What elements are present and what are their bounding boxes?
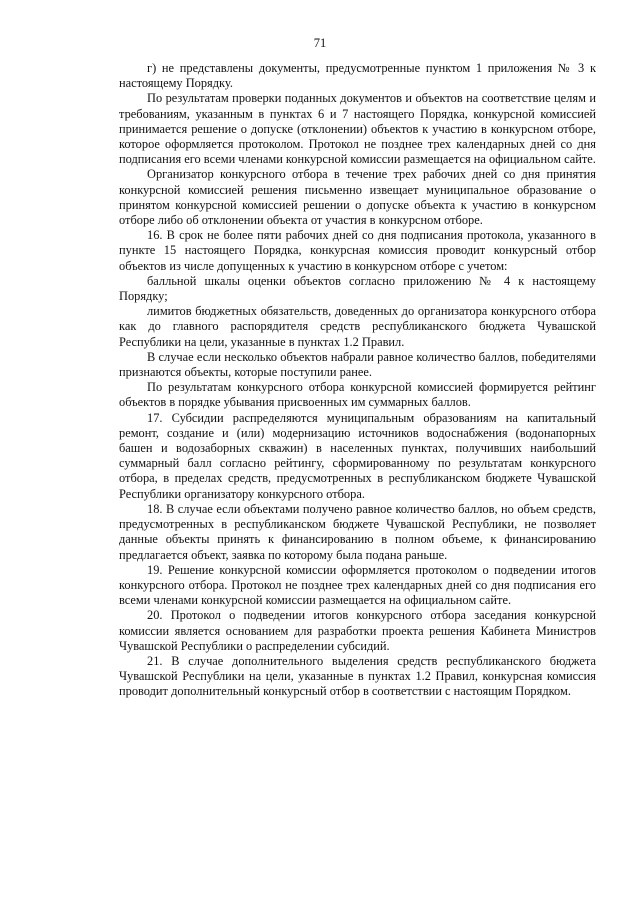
paragraph-17: 17. Субсидии распределяются муниципальным образованиям на капитальный ремонт, создание и (или) модернизацию источников водоснабжения (водонапорных башен и водозаборных скважин) в населенных пунктах, получивших наибольший суммарный балл согласно рейтингу, сформированному по результатам конкурсного отбора, в пределах средств, предусмотренных в республиканском бюджете Чувашской Республики организатору конкурсного отбора. [119,410,596,501]
paragraph-item-g: г) не представлены документы, предусмотренные пунктом 1 приложения № 3 к настоящему Порядку. [119,61,596,91]
paragraph-scoring-scale: балльной шкалы оценки объектов согласно приложению № 4 к настоящему Порядку; [119,273,596,304]
paragraph-19: 19. Решение конкурсной комиссии оформляется протоколом о подведении итогов конкурсного отбора. Протокол не позднее трех календарных дней со дня подписания его всеми членами конкурсной комиссии размещается на официальном сайте. [119,562,596,608]
paragraph-16: 16. В срок не более пяти рабочих дней со дня подписания протокола, указанного в пункте 15 настоящего Порядка, конкурсная комиссия проводит конкурсный отбор объектов из числе допущенных к участию в конкурсном отборе с учетом: [119,228,596,273]
paragraph-review-results: По результатам проверки поданных документов и объектов на соответствие целям и требованиям, указанным в пунктах 6 и 7 настоящего Порядка, конкурсной комиссией принимается решение о допуске (отклонении) объектов к участию в конкурсном отборе, которое оформляется протоколом. Протокол не позднее трех календарных дней со дня подписания его всеми членами конкурсной комиссии размещается на официальном сайте. [119,91,596,167]
paragraph-equal-score: В случае если несколько объектов набрали равное количество баллов, победителями признаются объекты, которые поступили ранее. [119,349,596,380]
paragraph-rating: По результатам конкурсного отбора конкурсной комиссией формируется рейтинг объектов в порядке убывания присвоенных им суммарных баллов. [119,380,596,410]
paragraph-18: 18. В случае если объектами получено равное количество баллов, но объем средств, предусмотренных в республиканском бюджете Чувашской Республики, не позволяет данные объекты принять к финансированию в полном объеме, к финансированию предлагается объект, заявка по которому была подана раньше. [119,501,596,562]
document-body [119,61,596,700]
paragraph-organizer-notice: Организатор конкурсного отбора в течение трех рабочих дней со дня принятия конкурсной комиссией решения письменно извещает муниципальное образование о принятом конкурсной комиссией решении о допуске объекта к участию в конкурсном отборе либо об отклонении объекта от участия в конкурсном отборе. [119,167,596,228]
paragraph-20: 20. Протокол о подведении итогов конкурсного отбора заседания конкурсной комиссии является основанием для разработки проекта решения Кабинета Министров Чувашской Республики о распределении субсидий. [119,608,596,653]
paragraph-budget-limits: лимитов бюджетных обязательств, доведенных до организатора конкурсного отбора как до главного распорядителя средств республиканского бюджета Чувашской Республики на цели, указанные в пунктах 1.2 Правил. [119,304,596,349]
paragraph-21: 21. В случае дополнительного выделения средств республиканского бюджета Чувашской Республики на цели, указанные в пунктах 1.2 Правил, конкурсная комиссия проводит дополнительный конкурсный отбор в соответствии с настоящим Порядком. [119,653,596,699]
page-number: 71 [313,36,327,50]
